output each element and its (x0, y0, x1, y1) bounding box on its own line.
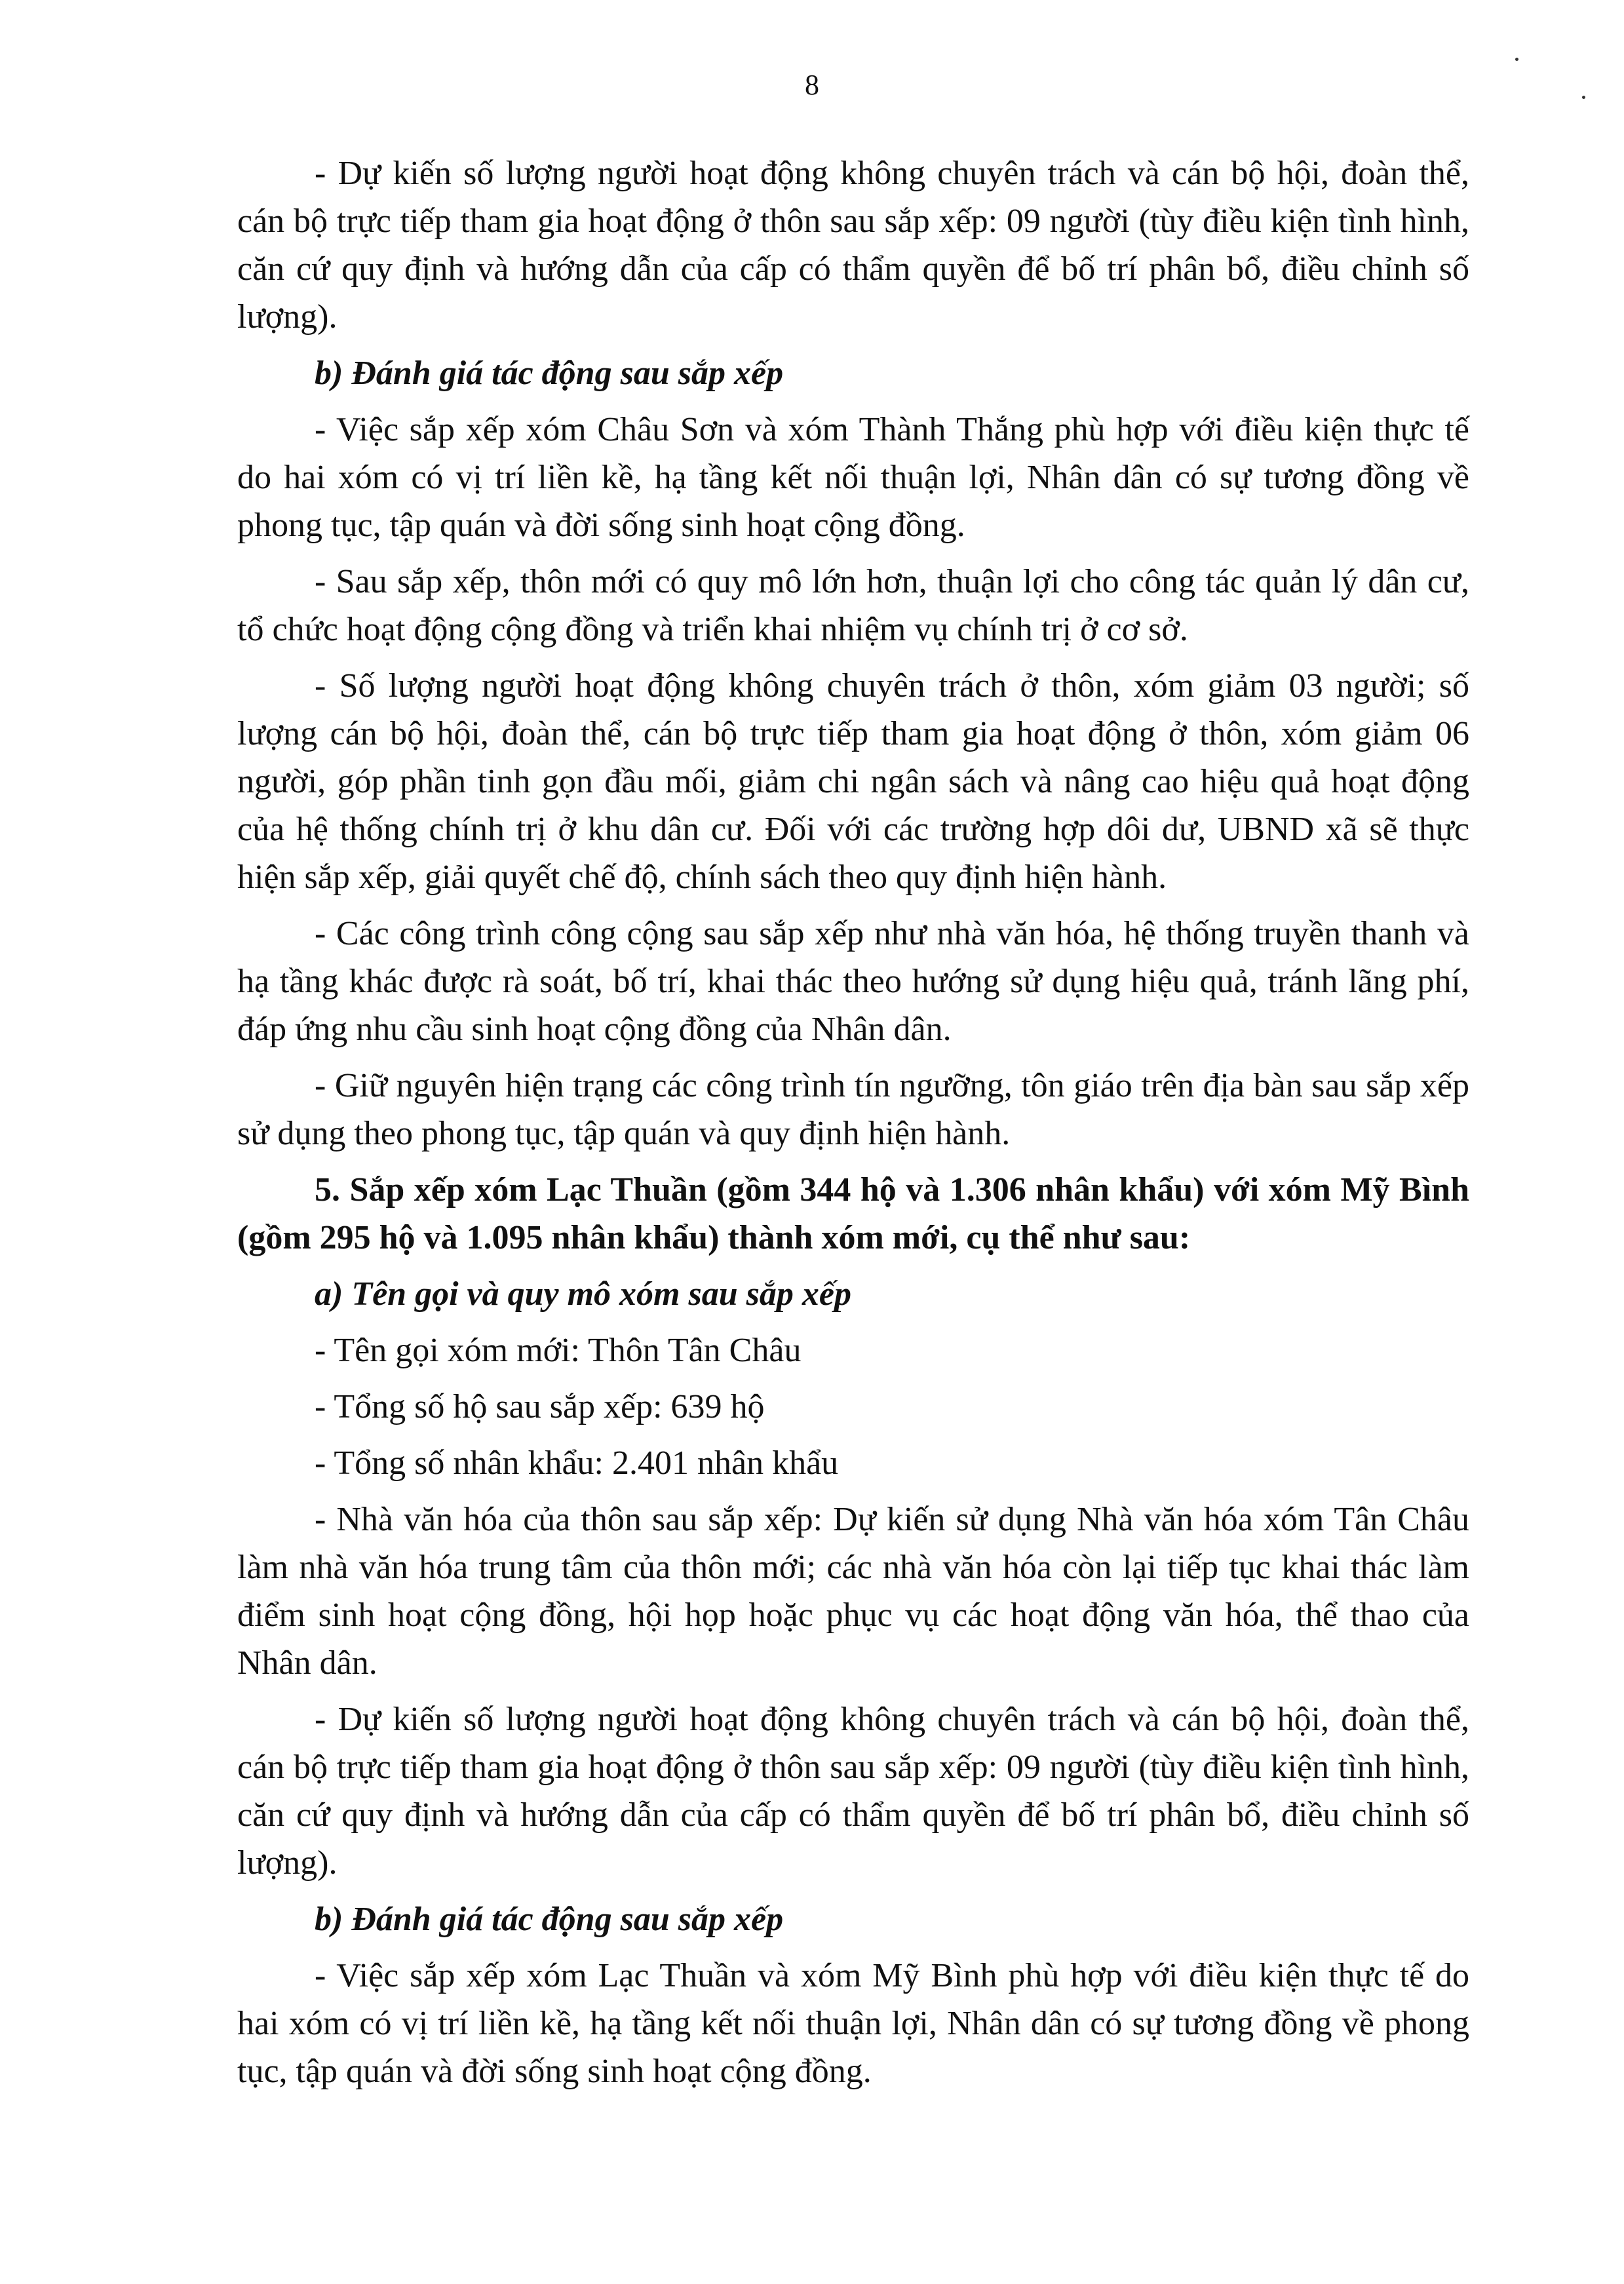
paragraph-staff-reduction: - Số lượng người hoạt động không chuyên trách ở thôn, xóm giảm 03 người; số lượng cán bộ hội, đoàn thể, cán bộ trực tiếp tham gia hoạt động ở thôn, xóm giảm 06 người, góp phần tinh gọn đầu mối, giảm chi ngân sách và nâng cao hiệu quả hoạt động của hệ thống chính trị ở khu dân cư. Đối với các trường hợp dôi dư, UBND xã sẽ thực hiện sắp xếp, giải quyết chế độ, chính sách theo quy định hiện hành. (237, 667, 1469, 896)
subheading-impact-assessment-2: b) Đánh giá tác động sau sắp xếp (315, 1901, 784, 1938)
scan-speck (1515, 58, 1518, 61)
paragraph-staff-estimate-2: - Dự kiến số lượng người hoạt động không chuyên trách và cán bộ hội, đoàn thể, cán bộ trực tiếp tham gia hoạt động ở thôn sau sắp xếp: 09 người (tùy điều kiện tình hình, căn cứ quy định và hướng dẫn của cấp có thẩm quyền để bố trí phân bổ, điều chỉnh số lượng). (237, 1701, 1469, 1882)
paragraph-public-works: - Các công trình công cộng sau sắp xếp như nhà văn hóa, hệ thống truyền thanh và hạ tầng khác được rà soát, bố trí, khai thác theo hướng sử dụng hiệu quả, tránh lãng phí, đáp ứng nhu cầu sinh hoạt cộng đồng của Nhân dân. (237, 915, 1469, 1048)
subheading-name-and-scale: a) Tên gọi và quy mô xóm sau sắp xếp (315, 1275, 851, 1313)
paragraph-merge-suitability-2: - Việc sắp xếp xóm Lạc Thuần và xóm Mỹ Bình phù hợp với điều kiện thực tế do hai xóm có vị trí liền kề, hạ tầng kết nối thuận lợi, Nhân dân có sự tương đồng về phong tục, tập quán và đời sống sinh hoạt cộng đồng. (237, 1957, 1469, 2090)
paragraph-total-households: - Tổng số hộ sau sắp xếp: 639 hộ (315, 1388, 765, 1425)
paragraph-religious-works: - Giữ nguyên hiện trạng các công trình tín ngưỡng, tôn giáo trên địa bàn sau sắp xếp sử dụng theo phong tục, tập quán và quy định hiện hành. (237, 1067, 1469, 1152)
paragraph-larger-scale: - Sau sắp xếp, thôn mới có quy mô lớn hơn, thuận lợi cho công tác quản lý dân cư, tổ chức hoạt động cộng đồng và triển khai nhiệm vụ chính trị ở cơ sở. (237, 563, 1469, 648)
page-number: 8 (805, 69, 819, 101)
subheading-impact-assessment-1: b) Đánh giá tác động sau sắp xếp (315, 355, 784, 392)
paragraph-total-population: - Tổng số nhân khẩu: 2.401 nhân khẩu (315, 1444, 839, 1482)
paragraph-merge-suitability-1: - Việc sắp xếp xóm Châu Sơn và xóm Thành Thắng phù hợp với điều kiện thực tế do hai xóm có vị trí liền kề, hạ tầng kết nối thuận lợi, Nhân dân có sự tương đồng về phong tục, tập quán và đời sống sinh hoạt cộng đồng. (237, 411, 1469, 544)
section-heading-5: 5. Sắp xếp xóm Lạc Thuần (gồm 344 hộ và 1.306 nhân khẩu) với xóm Mỹ Bình (gồm 295 hộ và 1.095 nhân khẩu) thành xóm mới, cụ thể như sau: (237, 1171, 1469, 1256)
document-body (237, 149, 1469, 2104)
paragraph-new-name: - Tên gọi xóm mới: Thôn Tân Châu (315, 1332, 802, 1369)
paragraph-cultural-house: - Nhà văn hóa của thôn sau sắp xếp: Dự kiến sử dụng Nhà văn hóa xóm Tân Châu làm nhà văn hóa trung tâm của thôn mới; các nhà văn hóa còn lại tiếp tục khai thác làm điểm sinh hoạt cộng đồng, hội họp hoặc phục vụ các hoạt động văn hóa, thể thao của Nhân dân. (237, 1501, 1469, 1682)
paragraph-staff-estimate-1: - Dự kiến số lượng người hoạt động không chuyên trách và cán bộ hội, đoàn thể, cán bộ trực tiếp tham gia hoạt động ở thôn sau sắp xếp: 09 người (tùy điều kiện tình hình, căn cứ quy định và hướng dẫn của cấp có thẩm quyền để bố trí phân bổ, điều chỉnh số lượng). (237, 155, 1469, 336)
scan-speck (1582, 96, 1585, 99)
